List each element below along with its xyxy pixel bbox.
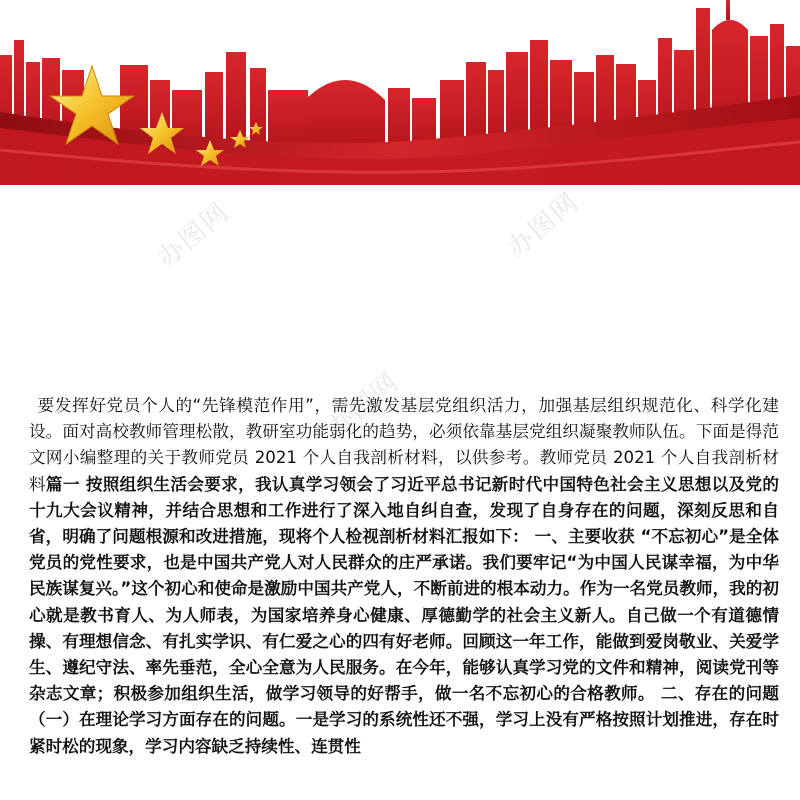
bold-body-paragraph: 篇一 按照组织生活会要求，我认真学习领会了习近平总书记新时代中国特色社会主义思想以及党的十九大会议精神，并结合思想和工作进行了深入地自纠自查，发现了自身存在的问题，深刻反思和自省，明确了问题根源和改进措施，现将个人检视剖析材料汇报如下： 一、主要收获 “不忘初心”是全体党员的党性要求，也是中国共产党人对人民群众的庄严承诺。我们要牢记“为中国人民谋幸福，为中华民族谋复兴。”这个初心和使命是激励中国共产党人，不断前进的根本动力。作为一名党员教师，我的初心就是教书育人、为人师表，为国家培养身心健康、厚德勤学的社会主义新人。自己做一个有道德情操、有理想信念、有扎实学识、有仁爱之心的四有好老师。回顾这一年工作，能做到爱岗敬业、关爱学生、遵纪守法、率先垂范，全心全意为人民服务。在今年，能够认真学习党的文件和精神，阅读党刊等杂志文章；积极参加组织生活，做学习领导的好帮手，做一名不忘初心的合格教师。 二、存在的问题 （一）在理论学习方面存在的问题。一是学习的系统性还不强，学习上没有严格按照计划推进，存在时紧时松的现象，学习内容缺乏持续性、连贯性 [29,474,780,756]
watermark: 办图网 [321,366,406,444]
document-body [29,393,779,760]
intro-paragraph: 要发挥好党员个人的“先锋模范作用”，需先激发基层党组织活力，加强基层组织规范化、科学化建设。面对高校教师管理松散，教研室功能弱化的趋势，必须依靠基层党组织凝聚教师队伍。下面是得范文网小编整理的关于教师党员 2021 个人自我剖析材料，以供参考。教师党员 2021 个人自我剖析材料 [29,396,779,494]
watermark: 办图网 [151,196,236,274]
city-skyline-banner-graphic [0,0,800,185]
watermark: 办图网 [501,186,586,264]
header-banner [0,0,800,185]
